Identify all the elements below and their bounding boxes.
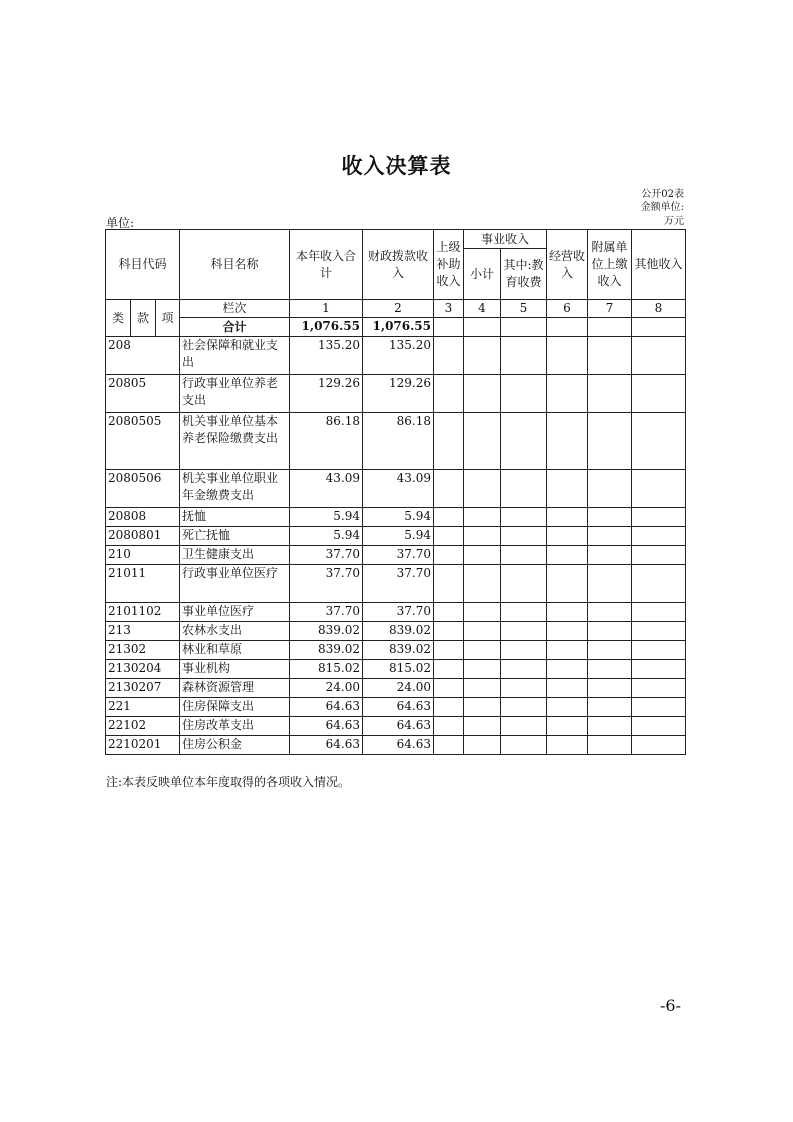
empty-cell — [588, 622, 632, 641]
empty-cell — [547, 413, 588, 470]
row-name: 事业单位医疗 — [180, 603, 290, 622]
empty-cell — [588, 337, 632, 375]
empty-cell — [547, 470, 588, 508]
row-fiscal: 24.00 — [363, 679, 434, 698]
table-row — [106, 622, 686, 641]
table-row — [106, 736, 686, 755]
empty-cell — [434, 679, 464, 698]
header-affil: 附属单位上缴收入 — [588, 230, 632, 300]
row-fiscal: 64.63 — [363, 736, 434, 755]
empty-cell — [464, 622, 501, 641]
row-code: 221 — [106, 698, 180, 717]
empty-cell — [464, 641, 501, 660]
empty-cell — [547, 698, 588, 717]
empty-cell — [632, 565, 686, 603]
row-code: 20808 — [106, 508, 180, 527]
row-fiscal: 37.70 — [363, 603, 434, 622]
row-name: 农林水支出 — [180, 622, 290, 641]
row-total: 5.94 — [290, 527, 363, 546]
empty-cell — [547, 546, 588, 565]
amount-unit-value: 万元 — [664, 216, 684, 227]
row-code: 2130204 — [106, 660, 180, 679]
row-code: 2130207 — [106, 679, 180, 698]
empty-cell — [588, 736, 632, 755]
income-table — [105, 229, 686, 755]
row-fiscal: 815.02 — [363, 660, 434, 679]
header-biz: 经营收入 — [547, 230, 588, 300]
empty-cell — [464, 546, 501, 565]
table-row — [106, 660, 686, 679]
row-name: 机关事业单位基本养老保险缴费支出 — [180, 413, 290, 470]
header-xiang: 项 — [156, 300, 180, 337]
empty-cell — [464, 508, 501, 527]
empty-cell — [632, 546, 686, 565]
empty-cell — [588, 679, 632, 698]
empty-cell — [501, 660, 547, 679]
table-row — [106, 641, 686, 660]
row-fiscal: 43.09 — [363, 470, 434, 508]
table-row — [106, 337, 686, 375]
empty-cell — [464, 527, 501, 546]
empty-cell — [434, 337, 464, 375]
header-code: 科目代码 — [106, 230, 180, 300]
empty-cell — [501, 717, 547, 736]
empty-cell — [588, 413, 632, 470]
empty-cell — [547, 318, 588, 337]
row-name: 住房公积金 — [180, 736, 290, 755]
header-lei: 类 — [106, 300, 131, 337]
empty-cell — [632, 318, 686, 337]
row-name: 抚恤 — [180, 508, 290, 527]
row-total: 135.20 — [290, 337, 363, 375]
empty-cell — [547, 660, 588, 679]
empty-cell — [434, 527, 464, 546]
row-total: 64.63 — [290, 717, 363, 736]
row-name: 机关事业单位职业年金缴费支出 — [180, 470, 290, 508]
row-code: 210 — [106, 546, 180, 565]
empty-cell — [588, 660, 632, 679]
table-row — [106, 413, 686, 470]
empty-cell — [632, 717, 686, 736]
header-total: 本年收入合计 — [290, 230, 363, 300]
row-total: 37.70 — [290, 603, 363, 622]
row-code: 20805 — [106, 375, 180, 413]
empty-cell — [632, 641, 686, 660]
empty-cell — [588, 546, 632, 565]
empty-cell — [588, 641, 632, 660]
row-total: 5.94 — [290, 508, 363, 527]
row-total: 86.18 — [290, 413, 363, 470]
row-fiscal: 37.70 — [363, 565, 434, 603]
row-fiscal: 64.63 — [363, 698, 434, 717]
header-lanci: 栏次 — [180, 300, 290, 318]
amount-unit-label: 金额单位: — [640, 202, 684, 213]
empty-cell — [434, 660, 464, 679]
empty-cell — [464, 337, 501, 375]
empty-cell — [632, 527, 686, 546]
total-amount: 1,076.55 — [290, 318, 363, 337]
header-career: 事业收入 — [464, 230, 547, 249]
empty-cell — [588, 508, 632, 527]
table-row — [106, 717, 686, 736]
empty-cell — [547, 337, 588, 375]
row-fiscal: 839.02 — [363, 622, 434, 641]
row-code: 2080506 — [106, 470, 180, 508]
empty-cell — [434, 318, 464, 337]
empty-cell — [434, 736, 464, 755]
row-code: 21302 — [106, 641, 180, 660]
header-kuan: 款 — [131, 300, 156, 337]
empty-cell — [632, 603, 686, 622]
empty-cell — [501, 318, 547, 337]
row-code: 21011 — [106, 565, 180, 603]
empty-cell — [434, 546, 464, 565]
row-code: 2080505 — [106, 413, 180, 470]
row-name: 住房改革支出 — [180, 717, 290, 736]
header-other: 其他收入 — [632, 230, 686, 300]
empty-cell — [464, 470, 501, 508]
empty-cell — [632, 660, 686, 679]
total-fiscal: 1,076.55 — [363, 318, 434, 337]
empty-cell — [588, 603, 632, 622]
row-code: 22102 — [106, 717, 180, 736]
row-code: 213 — [106, 622, 180, 641]
empty-cell — [588, 375, 632, 413]
row-fiscal: 839.02 — [363, 641, 434, 660]
empty-cell — [501, 679, 547, 698]
col-num: 6 — [547, 300, 588, 318]
table-row — [106, 546, 686, 565]
table-row — [106, 508, 686, 527]
row-total: 43.09 — [290, 470, 363, 508]
col-num: 4 — [464, 300, 501, 318]
empty-cell — [588, 565, 632, 603]
unit-label: 单位: — [106, 216, 135, 230]
row-total: 24.00 — [290, 679, 363, 698]
table-row — [106, 470, 686, 508]
row-fiscal: 5.94 — [363, 527, 434, 546]
empty-cell — [501, 546, 547, 565]
empty-cell — [588, 717, 632, 736]
page-title: 收入决算表 — [341, 153, 452, 178]
empty-cell — [588, 527, 632, 546]
empty-cell — [434, 508, 464, 527]
empty-cell — [464, 318, 501, 337]
empty-cell — [547, 603, 588, 622]
header-name: 科目名称 — [180, 230, 290, 300]
row-code: 2101102 — [106, 603, 180, 622]
empty-cell — [632, 413, 686, 470]
empty-cell — [501, 736, 547, 755]
header-fiscal: 财政拨款收入 — [363, 230, 434, 300]
row-total: 815.02 — [290, 660, 363, 679]
row-name: 森林资源管理 — [180, 679, 290, 698]
table-row — [106, 527, 686, 546]
row-name: 行政事业单位医疗 — [180, 565, 290, 603]
empty-cell — [632, 736, 686, 755]
table-row — [106, 375, 686, 413]
empty-cell — [547, 375, 588, 413]
empty-cell — [464, 375, 501, 413]
empty-cell — [464, 413, 501, 470]
page-number: -6- — [660, 996, 681, 1015]
empty-cell — [434, 641, 464, 660]
table-row — [106, 679, 686, 698]
empty-cell — [632, 375, 686, 413]
empty-cell — [632, 679, 686, 698]
table-row — [106, 565, 686, 603]
empty-cell — [434, 470, 464, 508]
row-fiscal: 5.94 — [363, 508, 434, 527]
empty-cell — [464, 679, 501, 698]
empty-cell — [632, 337, 686, 375]
empty-cell — [501, 622, 547, 641]
row-fiscal: 129.26 — [363, 375, 434, 413]
empty-cell — [588, 470, 632, 508]
col-num: 1 — [290, 300, 363, 318]
empty-cell — [434, 375, 464, 413]
row-total: 129.26 — [290, 375, 363, 413]
empty-cell — [434, 413, 464, 470]
empty-cell — [632, 622, 686, 641]
empty-cell — [632, 508, 686, 527]
row-total: 839.02 — [290, 622, 363, 641]
empty-cell — [547, 641, 588, 660]
empty-cell — [547, 622, 588, 641]
empty-cell — [547, 679, 588, 698]
form-number: 公开02表 — [641, 189, 684, 200]
empty-cell — [464, 698, 501, 717]
empty-cell — [501, 603, 547, 622]
empty-cell — [464, 717, 501, 736]
empty-cell — [464, 565, 501, 603]
empty-cell — [501, 470, 547, 508]
row-fiscal: 64.63 — [363, 717, 434, 736]
row-total: 64.63 — [290, 736, 363, 755]
empty-cell — [464, 660, 501, 679]
row-name: 卫生健康支出 — [180, 546, 290, 565]
empty-cell — [547, 565, 588, 603]
col-num: 2 — [363, 300, 434, 318]
empty-cell — [588, 698, 632, 717]
row-fiscal: 37.70 — [363, 546, 434, 565]
row-name: 社会保障和就业支出 — [180, 337, 290, 375]
row-name: 住房保障支出 — [180, 698, 290, 717]
row-total: 64.63 — [290, 698, 363, 717]
row-code: 208 — [106, 337, 180, 375]
row-code: 2080801 — [106, 527, 180, 546]
empty-cell — [501, 508, 547, 527]
empty-cell — [547, 527, 588, 546]
empty-cell — [547, 717, 588, 736]
empty-cell — [434, 622, 464, 641]
table-row — [106, 603, 686, 622]
table-row — [106, 698, 686, 717]
col-num: 5 — [501, 300, 547, 318]
empty-cell — [434, 603, 464, 622]
empty-cell — [632, 698, 686, 717]
empty-cell — [434, 698, 464, 717]
empty-cell — [547, 508, 588, 527]
empty-cell — [501, 375, 547, 413]
row-total: 37.70 — [290, 565, 363, 603]
total-label: 合计 — [180, 318, 290, 337]
empty-cell — [547, 736, 588, 755]
empty-cell — [501, 565, 547, 603]
empty-cell — [501, 337, 547, 375]
col-num: 8 — [632, 300, 686, 318]
row-fiscal: 135.20 — [363, 337, 434, 375]
row-code: 2210201 — [106, 736, 180, 755]
footnote: 注:本表反映单位本年度取得的各项收入情况。 — [106, 775, 351, 789]
empty-cell — [501, 527, 547, 546]
header-edu: 其中:教育收费 — [501, 249, 547, 300]
empty-cell — [434, 565, 464, 603]
row-name: 事业机构 — [180, 660, 290, 679]
header-upper: 上级补助收入 — [434, 230, 464, 300]
empty-cell — [501, 641, 547, 660]
row-total: 839.02 — [290, 641, 363, 660]
header-subtotal: 小计 — [464, 249, 501, 300]
empty-cell — [632, 470, 686, 508]
row-total: 37.70 — [290, 546, 363, 565]
empty-cell — [588, 318, 632, 337]
empty-cell — [501, 698, 547, 717]
empty-cell — [464, 603, 501, 622]
row-name: 行政事业单位养老支出 — [180, 375, 290, 413]
col-num: 3 — [434, 300, 464, 318]
row-name: 死亡抚恤 — [180, 527, 290, 546]
col-num: 7 — [588, 300, 632, 318]
empty-cell — [464, 736, 501, 755]
row-name: 林业和草原 — [180, 641, 290, 660]
empty-cell — [501, 413, 547, 470]
row-fiscal: 86.18 — [363, 413, 434, 470]
empty-cell — [434, 717, 464, 736]
